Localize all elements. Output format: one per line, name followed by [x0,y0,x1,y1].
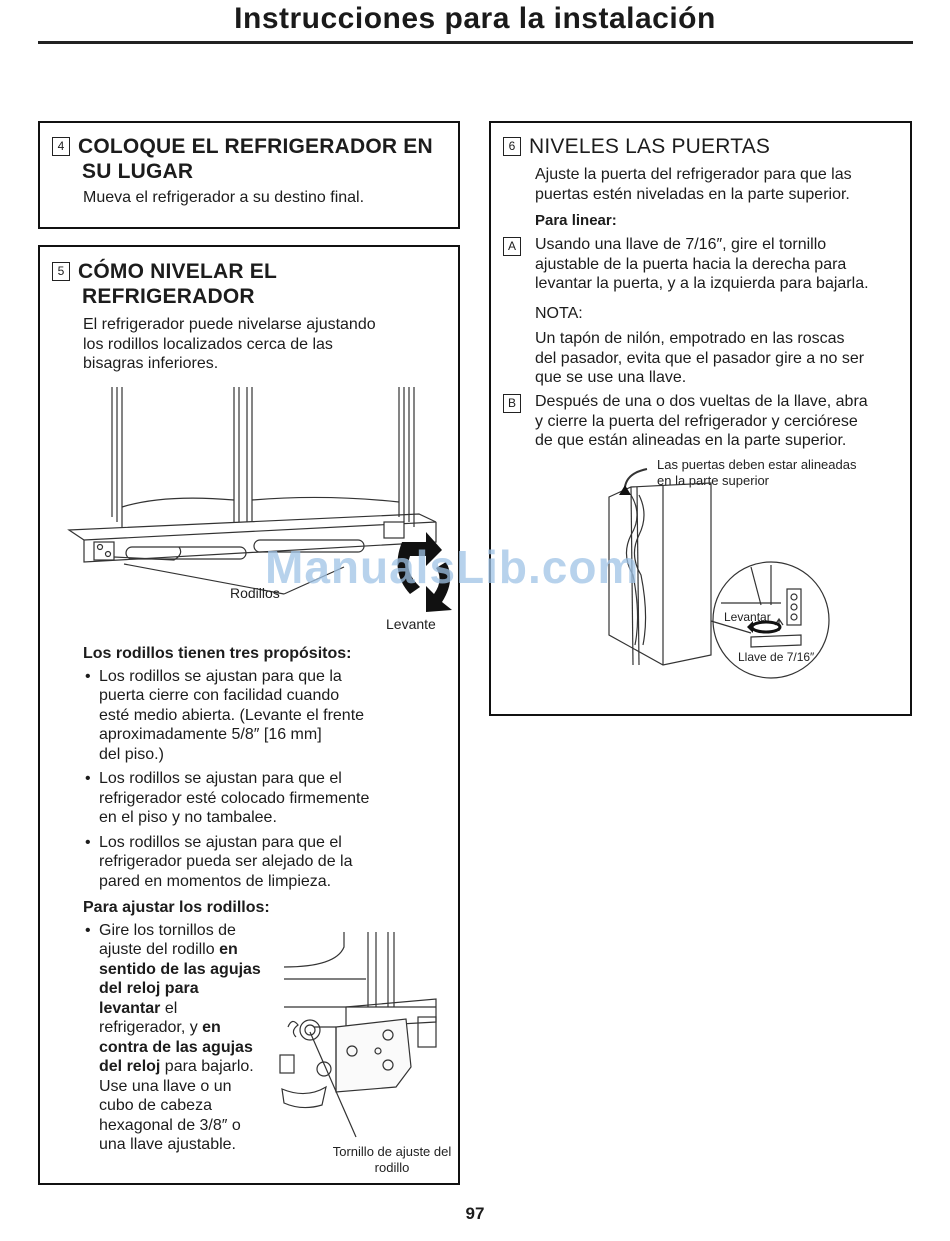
purpose-line: • Los rodillos se ajustan para que el [99,770,342,787]
purpose-line: • Los rodillos se ajustan para que la [99,667,342,685]
adjust-bold: en [202,1019,221,1036]
item-a [503,235,869,294]
adjust-text: para bajarlo. [160,1058,254,1075]
step5-box [38,245,460,1185]
step4-heading [52,134,433,159]
page-number: 97 [465,1204,485,1223]
purpose-item [83,833,369,892]
step5-number: 5 [52,262,70,281]
purposes-heading: Los rodillos tienen tres propósitos: [83,645,352,662]
note-body [535,329,864,388]
door-alignment-illustration [601,455,901,685]
raise-door-label: Levantar [724,610,771,624]
adjust-bold: del reloj [99,1058,161,1075]
page-title: Instrucciones para la instalación [234,2,716,35]
item-b [503,392,868,451]
step5-heading [52,259,277,284]
step6-number: 6 [503,137,521,156]
purpose-line: aproximadamente 5/8″ [16 mm] [99,726,322,743]
adjust-line: Use una llave o un [99,1077,232,1095]
raise-label: Levante [386,616,436,632]
adjust-bold: del reloj para [99,980,199,997]
item-b-line: Después de una o dos vueltas de la llave, abra [535,393,868,410]
step5-intro [83,315,376,374]
note-line: que se use una llave. [535,369,687,386]
item-b-letter: B [503,394,521,413]
step4-number: 4 [52,137,70,156]
note-line: del pasador, evita que el pasador gire a no ser [535,349,865,367]
step5-title-line1: CÓMO NIVELAR EL [78,260,278,283]
item-b-line: de que están alineadas en la parte superior. [535,432,847,449]
adjust-bold: levantar [99,999,161,1017]
purpose-line: pared en momentos de limpieza. [99,872,332,890]
screw-label-line1: Tornillo de ajuste del [332,1144,452,1159]
wrench-label: Llave de 7/16″ [738,650,815,664]
adjust-text: ajuste del rodillo [99,941,220,958]
purpose-item [83,769,369,828]
step5-intro-line: El refrigerador puede nivelarse ajustando [83,316,376,333]
note-heading: NOTA: [535,305,583,322]
title-rule [38,41,913,44]
purpose-line: del piso.) [99,745,164,763]
step5-intro-line: los rodillos localizados cerca de las [83,335,333,353]
arrow-down-icon [619,485,631,495]
adjust-line: hexagonal de 3/8″ o [99,1116,241,1134]
step6-intro-line: Ajuste la puerta del refrigerador para que las [535,166,852,183]
purpose-line: refrigerador esté colocado firmemente [99,789,370,807]
adjust-bold: sentido de las agujas [99,960,261,978]
step4-body: Mueva el refrigerador a su destino final. [83,189,365,206]
doors-caption-line2: en la parte superior [657,473,770,488]
doors-caption-line1: Las puertas deben estar alineadas [657,457,857,472]
item-a-line: Usando una llave de 7/16″, gire el tornillo [535,236,827,253]
step5-title-line2: REFRIGERADOR [82,285,255,308]
item-a-line: ajustable de la puerta hacia la derecha para [535,255,847,273]
item-a-letter: A [503,237,521,256]
purpose-line: puerta cierre con facilidad cuando [99,687,340,704]
step6-title: NIVELES LAS PUERTAS [529,135,771,158]
step4-title-line1: COLOQUE EL REFRIGERADOR EN [78,135,433,158]
step4-title-line2: SU LUGAR [82,160,194,183]
step5-intro-line: bisagras inferiores. [83,355,219,372]
refrigerator-rollers-illustration [64,382,454,632]
align-heading: Para linear: [535,212,617,229]
adjust-bold: en [219,941,238,958]
rollers-label: Rodillos [230,585,280,601]
purpose-line: esté medio abierta. (Levante el frente [99,706,365,724]
step6-intro-line: puertas estén niveladas en la parte superior. [535,185,850,203]
item-b-line: y cierre la puerta del refrigerador y cerciórese [535,412,858,430]
adjust-line: una llave ajustable. [99,1136,236,1153]
step4-box [38,121,460,229]
watermark: ManualsLib.com [265,541,640,593]
step6-heading [503,134,770,159]
adjust-line: • Gire los tornillos de [99,921,236,939]
purpose-line: en el piso y no tambalee. [99,809,277,826]
purpose-line: • Los rodillos se ajustan para que el [99,833,342,851]
note-line: Un tapón de nilón, empotrado en las roscas [535,330,845,347]
item-a-line: levantar la puerta, y a la izquierda para bajarla. [535,275,869,292]
adjust-text: refrigerador, y [99,1019,203,1036]
adjust-line: cubo de cabeza [99,1097,212,1114]
purpose-line: refrigerador pueda ser alejado de la [99,853,353,870]
step6-box [489,121,912,716]
screw-label-line2: rodillo [374,1160,410,1172]
purpose-item [83,667,369,765]
adjust-text: el [160,999,178,1017]
roller-screw-illustration [276,927,456,1172]
adjust-bold: contra de las agujas [99,1038,253,1056]
step6-intro [535,165,852,204]
adjust-heading: Para ajustar los rodillos: [83,899,270,916]
